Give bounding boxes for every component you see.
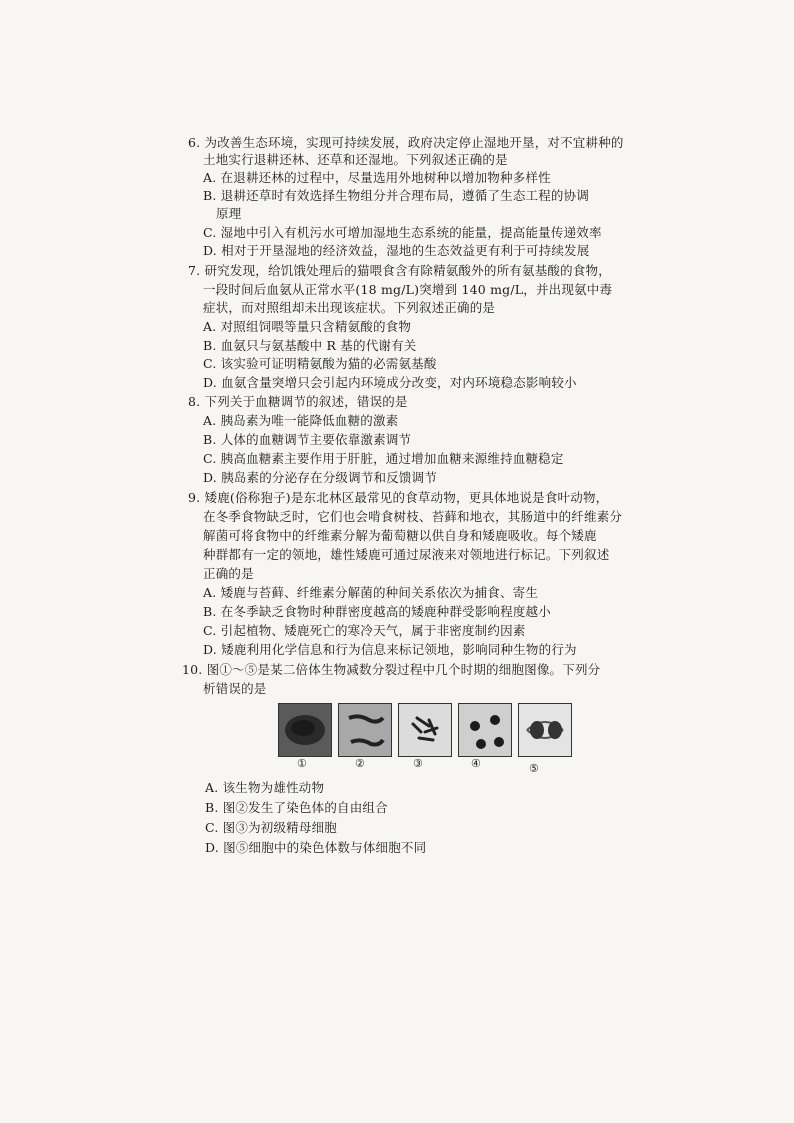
figure-label-4: ④ bbox=[471, 757, 481, 770]
q10-option-c: C. 图③为初级精母细胞 bbox=[205, 820, 337, 835]
q8-option-b: B. 人体的血糖调节主要依靠激素调节 bbox=[203, 432, 412, 447]
q9-option-c: C. 引起植物、矮鹿死亡的寒冷天气，属于非密度制约因素 bbox=[203, 623, 526, 638]
q8-option-c: C. 胰高血糖素主要作用于肝脏，通过增加血糖来源维持血糖稳定 bbox=[203, 451, 564, 466]
q6-option-b: B. 退耕还草时有效选择生物组分并合理布局，遵循了生态工程的协调 bbox=[203, 188, 590, 203]
cell-images-figure bbox=[278, 703, 572, 757]
q9-option-a: A. 矮鹿与苔藓、纤维素分解菌的种间关系依次为捕食、寄生 bbox=[203, 585, 539, 600]
figure-label-1: ① bbox=[297, 757, 307, 770]
q10-option-d: D. 图⑤细胞中的染色体数与体细胞不同 bbox=[205, 840, 427, 855]
q9-stem-3: 解菌可将食物中的纤维素分解为葡萄糖以供自身和矮鹿吸收。每个矮鹿 bbox=[203, 528, 597, 543]
cell-image-2 bbox=[338, 703, 392, 757]
q7-option-d: D. 血氨含量突增只会引起内环境成分改变，对内环境稳态影响较小 bbox=[203, 375, 577, 390]
q7-option-c: C. 该实验可证明精氨酸为猫的必需氨基酸 bbox=[203, 356, 437, 371]
q9-stem-2: 在冬季食物缺乏时，它们也会啃食树枝、苔藓和地衣，其肠道中的纤维素分 bbox=[203, 509, 623, 524]
q9-stem-1: 9. 矮鹿(俗称狍子)是东北林区最常见的食草动物，更具体地说是食叶动物， bbox=[188, 490, 609, 505]
q7-option-a: A. 对照组饲喂等量只含精氨酸的食物 bbox=[203, 319, 412, 334]
q10-stem-1: 10. 图①～⑤是某二倍体生物减数分裂过程中几个时期的细胞图像。下列分 bbox=[182, 662, 601, 677]
q7-stem-3: 症状，而对照组却未出现该症状。下列叙述正确的是 bbox=[203, 300, 496, 315]
q9-stem-4: 种群都有一定的领地，雄性矮鹿可通过尿液来对领地进行标记。下列叙述 bbox=[203, 547, 610, 562]
figure-label-5: ⑤ bbox=[529, 762, 539, 775]
cell-image-5 bbox=[518, 703, 572, 757]
q9-option-d: D. 矮鹿利用化学信息和行为信息来标记领地，影响同种生物的行为 bbox=[203, 642, 577, 657]
q6-option-a: A. 在退耕还林的过程中，尽量选用外地树种以增加物种多样性 bbox=[203, 170, 551, 185]
figure-label-2: ② bbox=[355, 757, 365, 770]
figure-label-3: ③ bbox=[413, 757, 423, 770]
q6-stem-2: 土地实行退耕还林、还草和还湿地。下列叙述正确的是 bbox=[203, 152, 508, 167]
q9-stem-5: 正确的是 bbox=[203, 566, 254, 581]
cell-image-3 bbox=[398, 703, 452, 757]
q8-stem-1: 8. 下列关于血糖调节的叙述，错误的是 bbox=[188, 394, 408, 409]
q10-stem-2: 析错误的是 bbox=[203, 681, 267, 696]
q9-option-b: B. 在冬季缺乏食物时种群密度越高的矮鹿种群受影响程度越小 bbox=[203, 604, 551, 619]
q6-option-d: D. 相对于开垦湿地的经济效益，湿地的生态效益更有利于可持续发展 bbox=[203, 243, 590, 258]
cell-image-1 bbox=[278, 703, 332, 757]
q7-stem-1: 7. 研究发现，给饥饿处理后的猫喂食含有除精氨酸外的所有氨基酸的食物， bbox=[188, 263, 611, 278]
q8-option-d: D. 胰岛素的分泌存在分级调节和反馈调节 bbox=[203, 470, 438, 485]
q8-option-a: A. 胰岛素为唯一能降低血糖的激素 bbox=[203, 413, 399, 428]
cell-image-4 bbox=[458, 703, 512, 757]
q6-option-c: C. 湿地中引入有机污水可增加湿地生态系统的能量，提高能量传递效率 bbox=[203, 225, 602, 240]
q6-option-b-cont: 原理 bbox=[216, 206, 242, 221]
q6-stem-1: 6. 为改善生态环境，实现可持续发展，政府决定停止湿地开垦，对不宜耕种的 bbox=[188, 135, 624, 150]
q7-option-b: B. 血氨只与氨基酸中 R 基的代谢有关 bbox=[203, 338, 417, 353]
q10-option-a: A. 该生物为雄性动物 bbox=[205, 780, 325, 795]
q10-option-b: B. 图②发生了染色体的自由组合 bbox=[205, 800, 388, 815]
q7-stem-2: 一段时间后血氨从正常水平(18 mg/L)突增到 140 mg/L，并出现氨中毒 bbox=[203, 282, 613, 297]
